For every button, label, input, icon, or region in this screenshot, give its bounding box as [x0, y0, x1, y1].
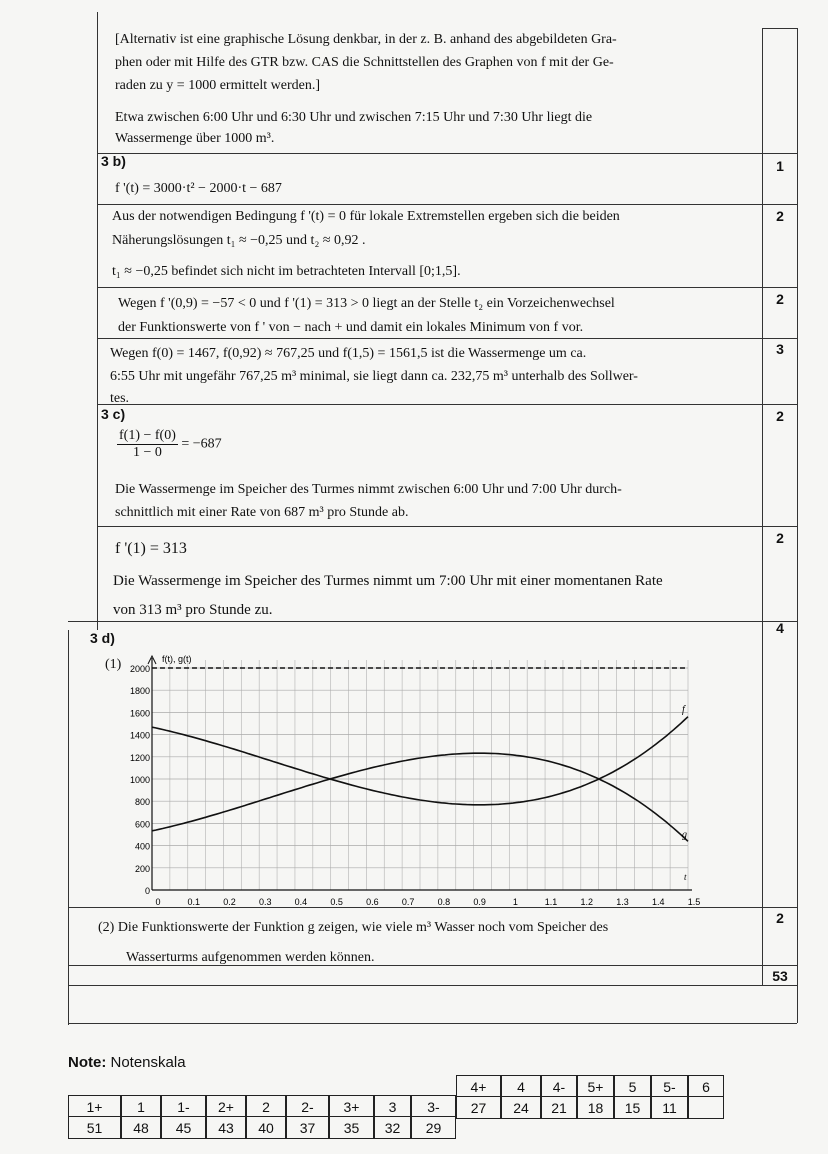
grade-cell: 5 — [614, 1075, 651, 1097]
grade-cell: 2 — [246, 1095, 286, 1117]
avg-line-1: Die Wassermenge im Speicher des Turmes nimmt zwischen 6:00 Uhr und 7:00 Uhr durch- — [115, 482, 622, 497]
y-tick-label: 1200 — [129, 752, 150, 763]
heading-3d: 3 d) — [90, 630, 115, 646]
y-tick-label: 400 — [134, 841, 150, 852]
row-line-3b-2 — [97, 204, 797, 205]
sign-line-1: Wegen f '(0,9) = −57 < 0 und f '(1) = 313 > 0 liegt an der Stelle t₂ ein Vorzeichenwechsel — [118, 296, 615, 311]
grade-cell: 3 — [374, 1095, 411, 1117]
points-3d-2: 2 — [776, 910, 784, 926]
y-tick-label: 1600 — [129, 708, 150, 719]
derivative-eq: f '(t) = 3000·t² − 2000·t − 687 — [115, 181, 282, 196]
function-graph — [110, 650, 700, 915]
series-f-label: f — [682, 704, 685, 716]
alt-line-3: raden zu y = 1000 ermittelt werden.] — [115, 78, 320, 93]
note-title: Notenskala — [110, 1054, 186, 1071]
x-tick-label: 1.4 — [652, 897, 665, 907]
x-tick-label: 1 — [512, 897, 518, 907]
x-tick-label: 1.3 — [616, 897, 629, 907]
series-g-label: g — [682, 829, 687, 841]
min-line-2: 6:55 Uhr mit ungefähr 767,25 m³ minimal, sie liegt dann ca. 232,75 m³ unterhalb des Sollwer- — [110, 369, 638, 384]
part1-label: (1) — [105, 657, 122, 672]
grade-points-cell — [688, 1097, 724, 1119]
grade-points-cell: 27 — [456, 1097, 501, 1119]
grading-heading — [68, 1054, 186, 1071]
grade-points-cell: 24 — [501, 1097, 541, 1119]
grade-cell: 6 — [688, 1075, 724, 1097]
y-tick-label: 1000 — [129, 775, 150, 785]
frac-result: = −687 — [181, 436, 222, 452]
frame-left — [97, 12, 98, 630]
frame-right — [797, 28, 798, 1023]
grade-points-cell: 15 — [614, 1097, 651, 1119]
frac-numerator: f(1) − f(0) — [119, 428, 176, 443]
x-tick-label: 1.2 — [580, 897, 594, 907]
grade-points-cell: 35 — [329, 1117, 374, 1139]
row-line-top — [762, 28, 798, 29]
points-3c-1: 2 — [776, 408, 784, 424]
grade-points-cell: 43 — [206, 1117, 246, 1139]
y-tick-label: 1400 — [129, 730, 150, 741]
alt-line-1: [Alternativ ist eine graphische Lösung denkbar, in der z. B. anhand des abgebildeten Gra- — [115, 32, 617, 47]
cond-line-1: Aus der notwendigen Bedingung f '(t) = 0 für lokale Extremstellen ergeben sich die beiden — [112, 209, 620, 224]
min-line-3: tes. — [110, 391, 130, 406]
grade-cell: 3+ — [329, 1095, 374, 1117]
row-line-bottom2 — [68, 1023, 797, 1024]
row-line-bottom1 — [68, 985, 797, 986]
heading-3c: 3 c) — [101, 406, 126, 422]
grade-points-cell: 21 — [541, 1097, 577, 1119]
grade-points-cell: 32 — [374, 1117, 411, 1139]
points-total: 53 — [772, 968, 788, 984]
points-3c-2: 2 — [776, 530, 784, 546]
grade-points-cell: 18 — [577, 1097, 614, 1119]
alt-line-2: phen oder mit Hilfe des GTR bzw. CAS die Schnittstellen des Graphen von f mit der Ge- — [115, 55, 614, 70]
x-tick-label: 0.9 — [473, 897, 486, 907]
x-tick-label: 1.5 — [687, 897, 700, 907]
result-line-1: Etwa zwischen 6:00 Uhr und 6:30 Uhr und zwischen 7:15 Uhr und 7:30 Uhr liegt die — [115, 110, 593, 125]
grade-cell: 4 — [501, 1075, 541, 1097]
row-line-3d — [68, 621, 797, 622]
cond-line-3: t₁ ≈ −0,25 befindet sich nicht im betrachteten Intervall [0;1,5]. — [112, 264, 461, 279]
x-tick-label: 0.3 — [258, 897, 272, 907]
frac-denominator: 1 − 0 — [132, 445, 162, 460]
avg-line-2: schnittlich mit einer Rate von 687 m³ pro Stunde ab. — [115, 505, 409, 520]
sign-line-2: der Funktionswerte von f ' von − nach + und damit ein lokales Minimum von f vor. — [118, 320, 584, 335]
heading-3b: 3 b) — [101, 153, 126, 169]
row-line-3c-2 — [97, 526, 797, 527]
x-tick-label: 0.4 — [294, 897, 308, 907]
x-tick-label: 0.6 — [366, 897, 379, 907]
grade-cell: 2+ — [206, 1095, 246, 1117]
y-tick-label: 800 — [134, 797, 150, 808]
points-3b-2: 2 — [776, 208, 784, 224]
x-tick-label: 0.8 — [437, 897, 451, 907]
y-tick-label: 2000 — [129, 664, 150, 674]
points-3d-1: 4 — [776, 620, 784, 636]
grade-cell: 3- — [411, 1095, 456, 1117]
avg-rate-formula — [117, 428, 222, 461]
x-axis-label: t — [684, 872, 687, 882]
grade-cell: 5- — [651, 1075, 688, 1097]
row-line-3b — [97, 153, 797, 154]
y-axis-label: f(t), g(t) — [162, 654, 192, 664]
inst-eq: f '(1) = 313 — [115, 540, 187, 557]
row-line-3b-3 — [97, 287, 797, 288]
grade-points-cell: 29 — [411, 1117, 456, 1139]
y-tick-label: 1800 — [129, 686, 150, 697]
grade-points-cell: 37 — [286, 1117, 329, 1139]
result-line-2: Wassermenge über 1000 m³. — [115, 131, 275, 146]
x-tick-label: 0.1 — [187, 897, 200, 907]
inst-line-1: Die Wassermenge im Speicher des Turmes nimmt um 7:00 Uhr mit einer momentanen Rate — [113, 573, 663, 589]
x-tick-label: 0.7 — [401, 897, 415, 907]
x-tick-label: 0.5 — [330, 897, 343, 907]
y-tick-label: 200 — [134, 863, 150, 874]
difference-quotient — [117, 428, 178, 461]
note-label: Note: — [68, 1054, 107, 1071]
inst-line-2: von 313 m³ pro Stunde zu. — [113, 602, 273, 618]
x-tick-label: 0.2 — [223, 897, 236, 907]
grade-cell: 4- — [541, 1075, 577, 1097]
grade-cell: 1- — [161, 1095, 206, 1117]
x-tick-label: 1.1 — [544, 897, 558, 907]
grade-points-cell: 45 — [161, 1117, 206, 1139]
grade-cell: 4+ — [456, 1075, 501, 1097]
grade-points-cell: 48 — [121, 1117, 161, 1139]
grade-cell: 1+ — [68, 1095, 121, 1117]
grade-cell: 2- — [286, 1095, 329, 1117]
grade-points-cell: 11 — [651, 1097, 688, 1119]
grade-points-cell: 40 — [246, 1117, 286, 1139]
part2-line-1: (2) Die Funktionswerte der Funktion g zeigen, wie viele m³ Wasser noch vom Speicher des — [98, 920, 609, 935]
y-tick-label: 0 — [144, 886, 150, 896]
part2-line-2: Wasserturms aufgenommen werden können. — [126, 950, 375, 965]
cond-line-2: Näherungslösungen t₁ ≈ −0,25 und t₂ ≈ 0,92 . — [112, 233, 366, 248]
points-3b-3: 2 — [776, 291, 784, 307]
points-3b-4: 3 — [776, 341, 784, 357]
min-line-1: Wegen f(0) = 1467, f(0,92) ≈ 767,25 und f(1,5) = 1561,5 ist die Wassermenge um ca. — [110, 346, 587, 361]
grade-points-cell: 51 — [68, 1117, 121, 1139]
grade-cell: 5+ — [577, 1075, 614, 1097]
points-3b-1: 1 — [776, 158, 784, 174]
y-tick-label: 600 — [134, 819, 150, 830]
x-tick-label: 0 — [155, 897, 161, 907]
row-line-3c — [97, 404, 797, 405]
grade-cell: 1 — [121, 1095, 161, 1117]
